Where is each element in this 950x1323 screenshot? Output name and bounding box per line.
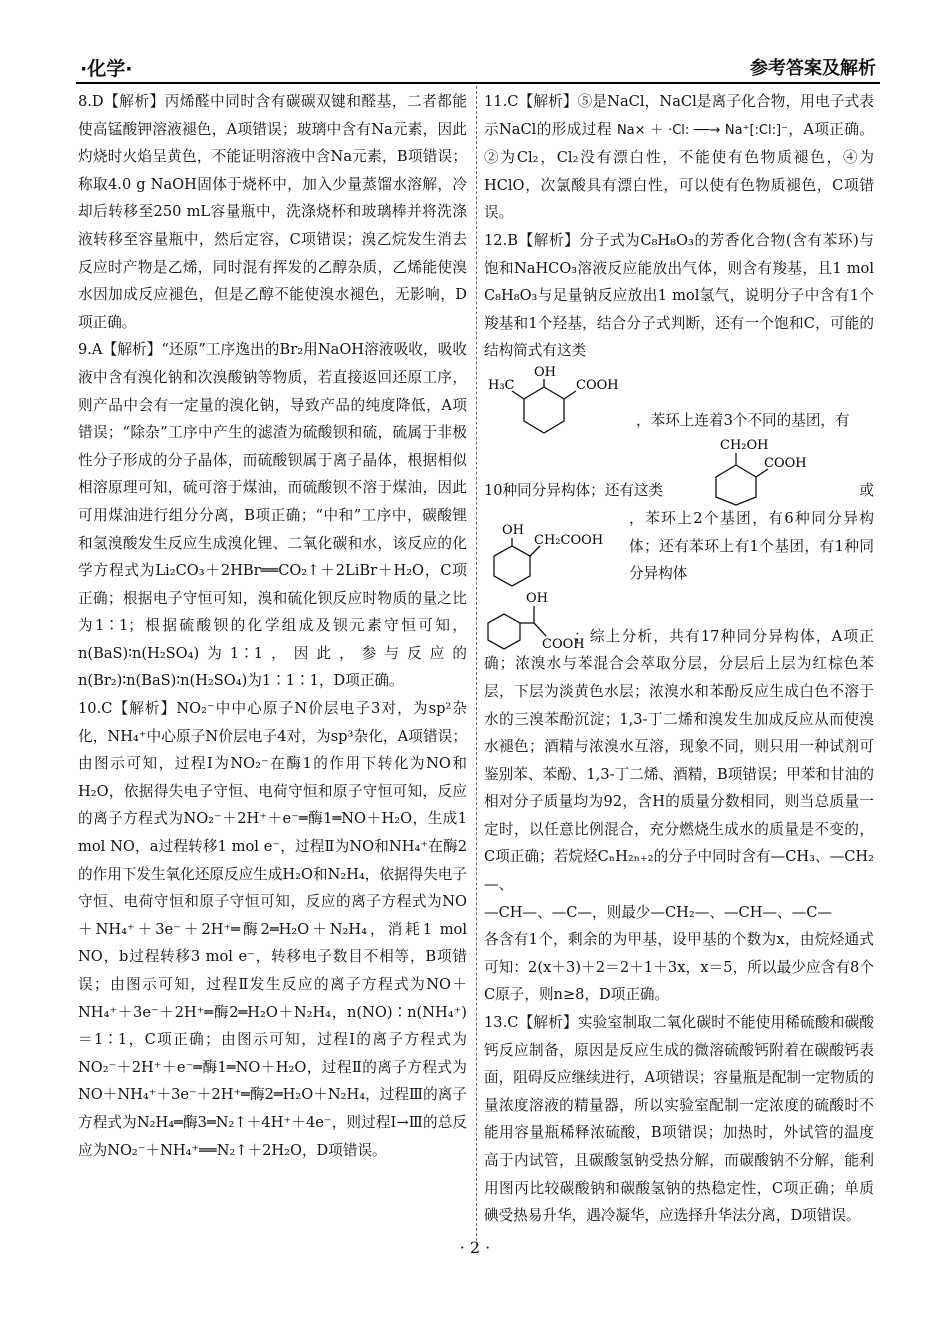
structure-1-label-cooh: COOH — [576, 377, 619, 393]
answer-12-text-b: ，苯环上连着3个不同的基团，有 — [636, 412, 850, 430]
structure-4-row — [484, 588, 874, 650]
structure-3-diagram — [484, 522, 629, 588]
structure-4-label-cooh: COOH — [542, 636, 585, 652]
structure-3-label-oh: OH — [502, 522, 524, 538]
structure-3-row — [484, 505, 874, 588]
structure-3-label-ch2cooh: CH₂COOH — [534, 532, 604, 548]
answer-12-text-g: 各含有1个，剩余的为甲基，设甲基的个数为x，由烷烃通式可知：2(x＋3)＋2＝2＋1＋3x，x＝5，所以最少应含有8个C原子，则n≥8，D项正确。 — [484, 931, 874, 1004]
answer-13: 13.C【解析】实验室制取二氧化碳时不能使用稀硫酸和碳酸钙反应制备，原因是反应生成的微溶硫酸钙附着在碳酸钙表面，阻碍反应继续进行，A项错误；容量瓶是配制一定物质的量浓度溶液的精量器，所以实验室配制一定浓度的硫酸时不能用容量瓶稀释浓硫酸，B项错误；加热时，外试管的温度高于内试管，且碳酸氢钠受热分解，而碳酸钠不分解，能利用图丙比较碳酸钠和碳酸氢钠的热稳定性，C项正确；单质碘受热易升华，遇冷凝华，应选择升华法分离，D项错误。 — [484, 1014, 874, 1225]
answer-10: 10.C【解析】NO₂⁻中中心原子N价层电子3对，为sp²杂化，NH₄⁺中心原子N价层电子4对，为sp³杂化，A项错误；由图示可知，过程Ⅰ为NO₂⁻在酶1的作用下转化为NO和H₂O，依据得失电子守恒、电荷守恒和原子守恒可知，反应的离子方程式为NO₂⁻＋2H⁺＋e⁻═酶1═NO＋H₂O，生成1 mol NO，a过程转移1 mol e⁻，过程Ⅱ为NO和NH₄⁺在酶2的作用下发生氧化还原反应生成H₂O和N₂H₄，依据得失电子守恒、电荷守恒和原子守恒可知，反应的离子方程式为NO＋NH₄⁺＋3e⁻＋2H⁺═酶2═H₂O＋N₂H₄，消耗1 mol NO，b过程转移3 mol e⁻，转移电子数目不相等，B项错误；由图示可知，过程Ⅱ发生反应的离子方程式为NO＋NH₄⁺＋3e⁻＋2H⁺═酶2═H₂O＋N₂H₄，n(NO)∶n(NH₄⁺)＝1∶1，C项正确；由图示可知，过程Ⅰ的离子方程式为NO₂⁻＋2H⁺＋e⁻═酶1═NO＋H₂O，过程Ⅱ的离子方程式为NO＋NH₄⁺＋3e⁻＋2H⁺═酶2═H₂O＋N₂H₄，过程Ⅲ的离子方程式为N₂H₄═酶3═N₂↑＋4H⁺＋4e⁻，则过程Ⅰ→Ⅲ的总反应为NO₂⁻＋NH₄⁺══N₂↑＋2H₂O，D项错误。 — [78, 700, 467, 1159]
nacl-electron-formula: Na× ＋ ·Cl: ──→ Na⁺[:Cl:]⁻ — [616, 122, 788, 138]
answer-8: 8.D【解析】丙烯醛中同时含有碳碳双键和醛基，二者都能使高锰酸钾溶液褪色，A项错误；玻璃中含有Na元素，因此灼烧时火焰呈黄色，不能证明溶液中含Na元素，B项错误；称取4.0 g NaOH固体于烧杯中，加入少量蒸馏水溶解，冷却后转移至250 mL容量瓶中，洗涤烧杯和玻璃棒并将洗涤液转移至容量瓶中，然后定容，C项错误；溴乙烷发生消去反应时产物是乙烯，同时混有挥发的乙醇杂质，乙烯能使溴水因加成反应褪色，但是乙醇不能使溴水褪色，无影响，D项正确。 — [78, 93, 467, 331]
answer-11-text-a: 11.C【解析】⑤是NaCl，NaCl是离子化合物，用电子式表示NaCl的形成过程 — [484, 93, 874, 138]
answer-12-branch-groups: —CH—、—C—，则最少—CH₂—、—CH—、—C— — [484, 903, 832, 921]
answer-12-text-e-visible: ；综上分析，共有17种同分异构体，A项正确；浓溴水与苯混合会萃取分层，分层后上层为红棕色苯层，下层为淡黄色水层；浓溴水和苯酚反应生成白色不溶于水的三溴苯酚沉淀；1,3-丁二烯和溴发生加成反应从而使溴水褪色；酒精与浓溴水互溶，现象不同，则只用一种试剂可鉴别苯、苯酚、1,3-丁二烯、酒精，B项错误；甲苯和甘油的相对分子质量均为92，含H的质量分数相同，则当总质量一定时，以任意比例混合，充分燃烧生成水的质量是不变的，C项正确；若烷烃CₙH₂ₙ₊₂的分子中同时含有—CH₃、—CH₂—、 — [484, 627, 874, 894]
section-title: 参考答案及解析 — [750, 58, 876, 79]
right-column — [484, 88, 874, 1230]
structure-1-label-oh: OH — [534, 364, 556, 380]
column-divider — [476, 86, 477, 1246]
structure-4-diagram — [484, 588, 585, 652]
structure-1-row — [484, 365, 874, 435]
structure-2-label-ch2oh: CH₂OH — [720, 437, 769, 453]
page-number: · 2 · — [459, 1238, 491, 1257]
header-rule — [76, 82, 880, 84]
answer-12 — [484, 227, 874, 365]
answer-12-text-d: ，苯环上2个基团，有6种同分异构体；还有苯环上有1个基团，有1种同分异构体 — [629, 509, 874, 583]
structure-1-label-ch3: H₃C — [488, 377, 515, 393]
left-column — [78, 88, 467, 1164]
answer-12-text-c: 10种同分异构体；还有这类 — [484, 482, 664, 500]
answer-9: 9.A【解析】“还原”工序逸出的Br₂用NaOH溶液吸收，吸收液中含有溴化钠和次溴酸钠等物质，若直接返回还原工序，则产品中会有一定量的溴化钠，导致产品的纯度降低，A项错误；“除杂”工序中产生的滤渣为硫酸钡和硫，硫属于非极性分子形成的分子晶体，而硫酸钡属于离子晶体，根据相似相溶原理可知，硫可溶于煤油，而硫酸钡不溶于煤油，因此可用煤油进行组分分离，B项正确；“中和”工序中，碳酸锂和氢溴酸发生反应生成溴化锂、二氧化碳和水，该反应的化学方程式为Li₂CO₃＋2HBr══CO₂↑＋2LiBr＋H₂O，C项正确；根据电子守恒可知，溴和硫化钡反应时物质的量之比为1∶1；根据硫酸钡的化学组成及钡元素守恒可知，n(BaS)∶n(H₂SO₄)为1∶1，因此，参与反应的n(Br₂)∶n(BaS)∶n(H₂SO₄)为1∶1∶1，D项正确。 — [78, 341, 467, 690]
answer-12-text-c2: 或 — [859, 482, 874, 500]
structure-4-label-oh: OH — [526, 590, 548, 606]
structure-2-diagram — [706, 435, 816, 505]
answer-12-text-a: 12.B【解析】分子式为C₈H₈O₃的芳香化合物(含有苯环)与饱和NaHCO₃溶液反应能放出气体，则含有羧基，且1 mol C₈H₈O₃与足量钠反应放出1 mol氢气，说明分子中含有1个羧基和1个羟基，结合分子式判断，还有一个饱和C，可能的结构简式有这类 — [484, 231, 874, 360]
answer-11 — [484, 88, 874, 227]
subject-label: ·化学· — [80, 58, 133, 80]
structure-2-row — [484, 435, 874, 505]
structure-1-diagram — [484, 365, 634, 435]
answer-12-continued — [484, 623, 874, 899]
structure-2-label-cooh: COOH — [764, 455, 807, 471]
answer-11-text-b: ，A项正确。②为Cl₂，Cl₂没有漂白性，不能使有色物质褪色，④为HClO，次氯酸具有漂白性，可以使有色物质褪色，C项错误。 — [484, 120, 875, 222]
